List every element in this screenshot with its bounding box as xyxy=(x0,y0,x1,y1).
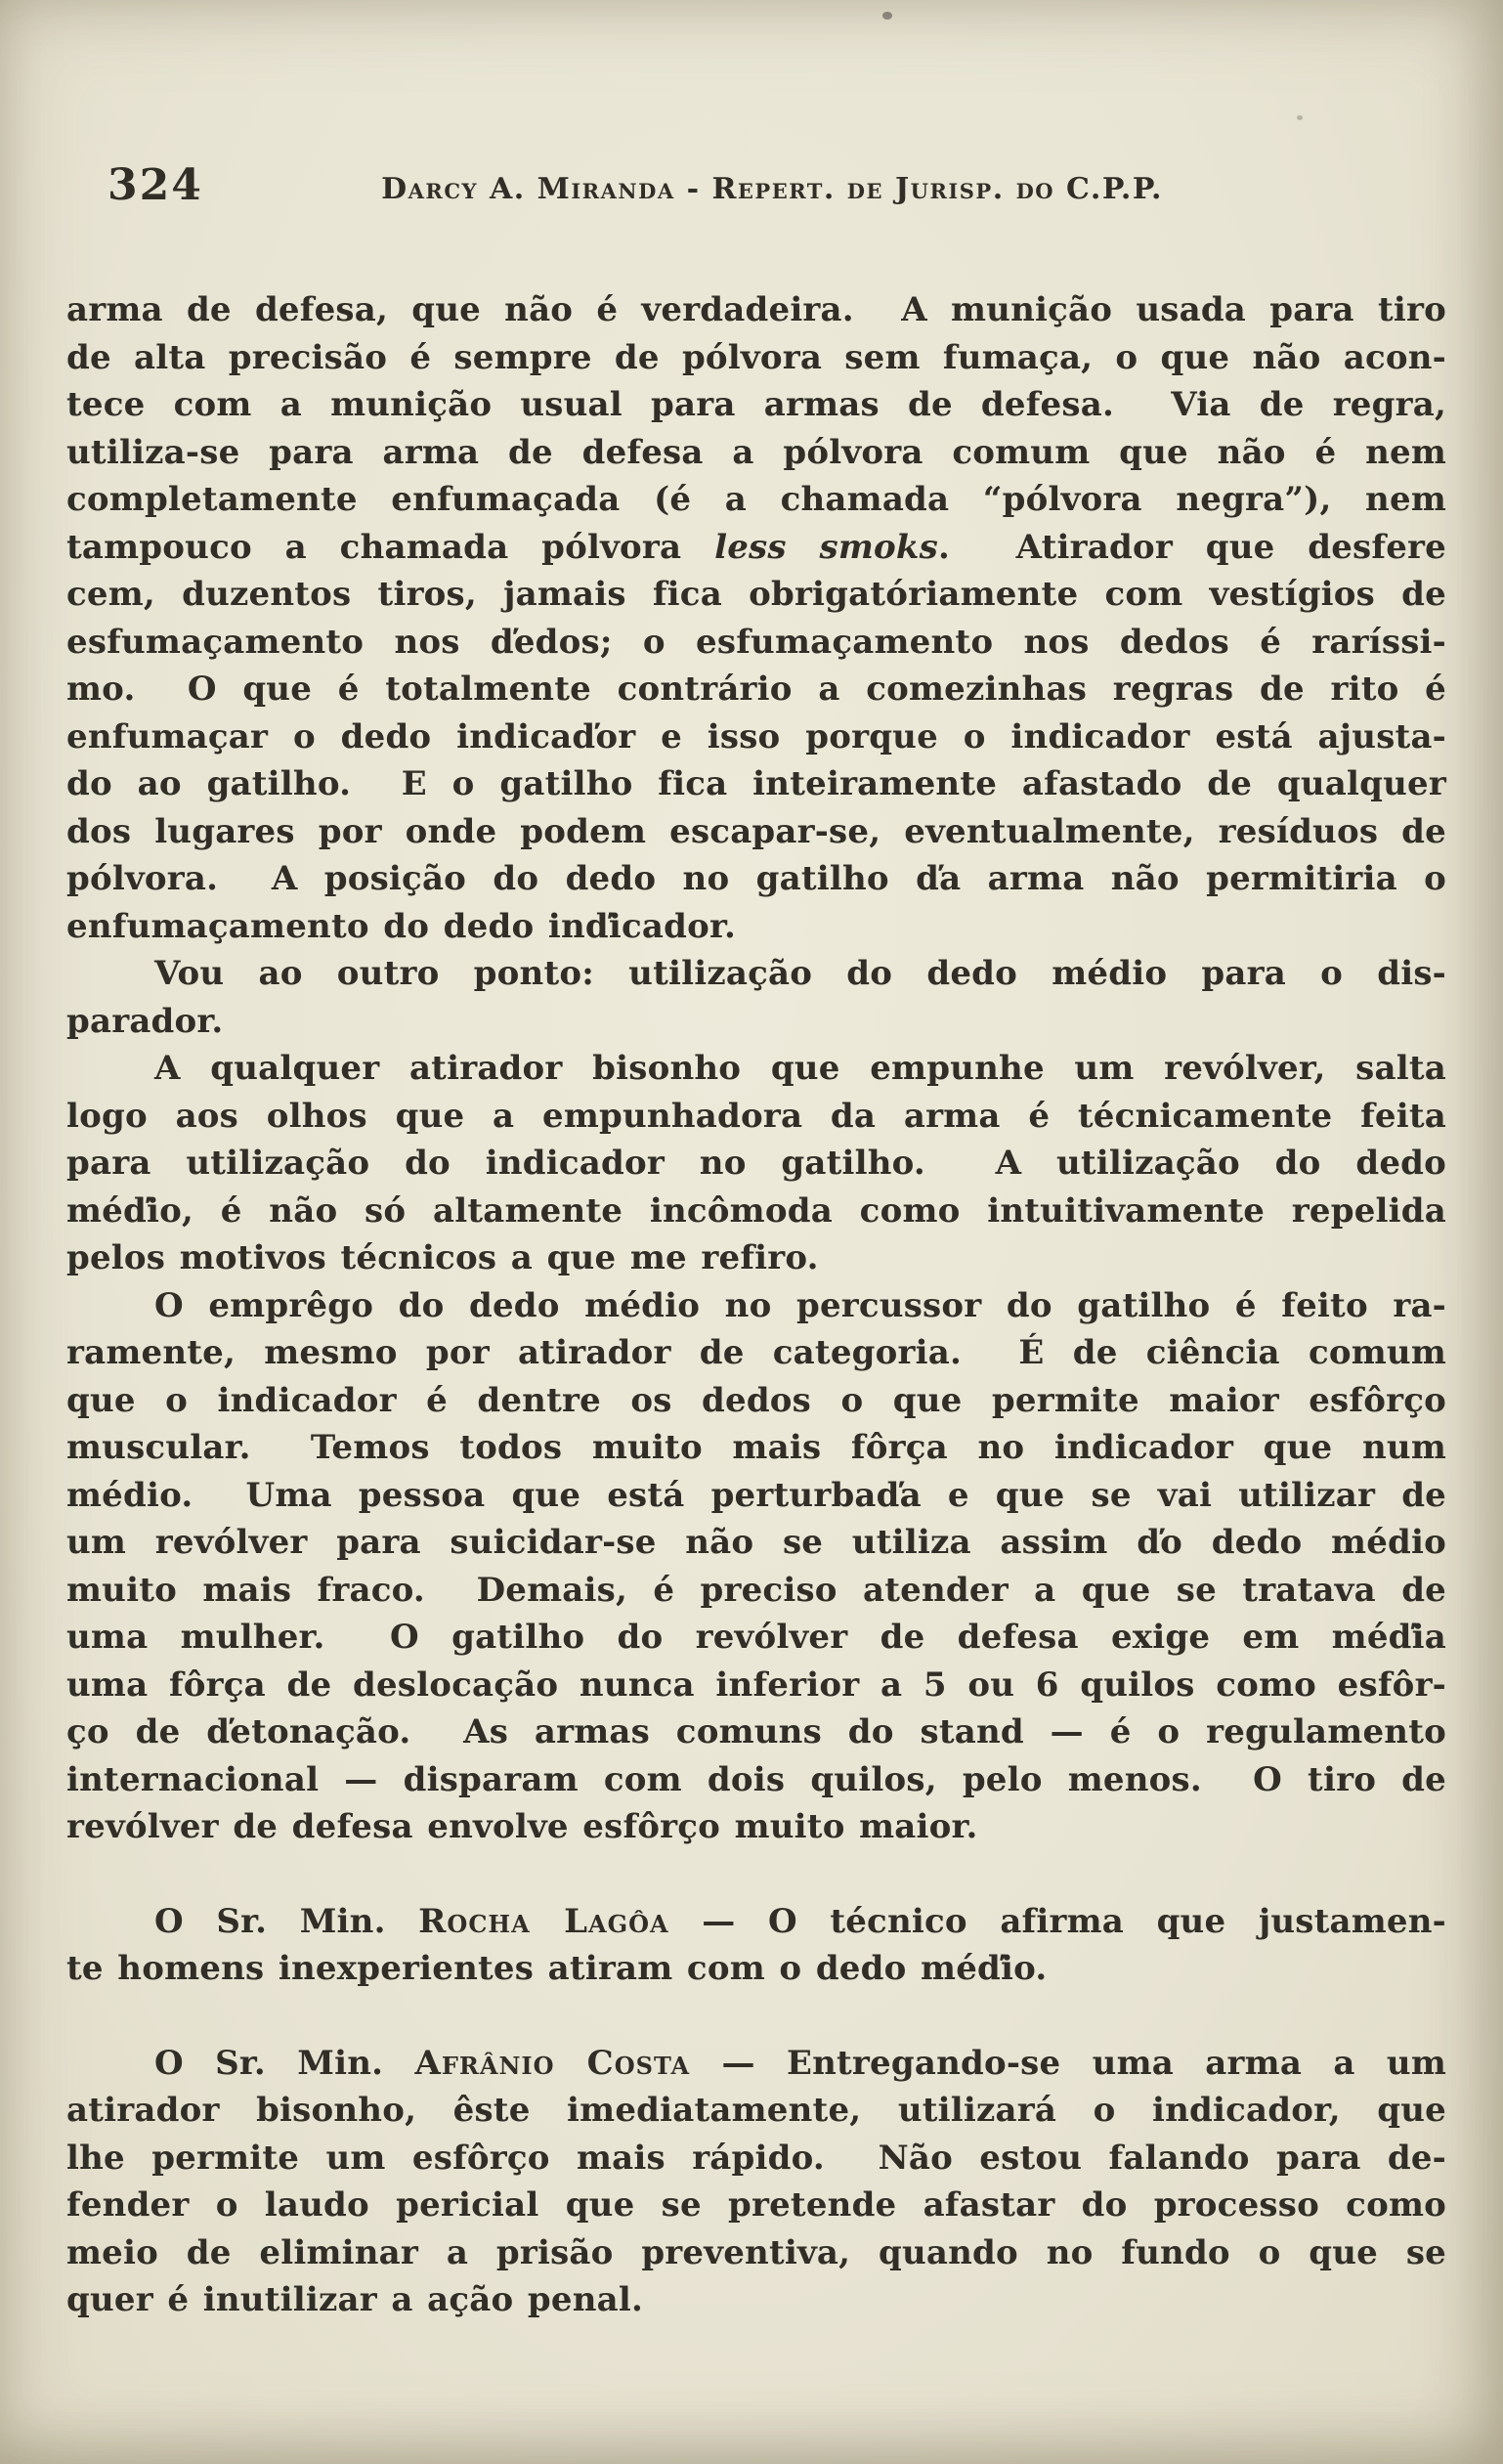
text-line: logo aos olhos que a empunhadora da arma é técnicamente feita xyxy=(66,1096,1446,1136)
text-line: parador. xyxy=(66,1001,224,1041)
text-line: méďio, é não só altamente incômoda como intuitivamente repelida xyxy=(66,1190,1446,1231)
italic-term: less smoks xyxy=(714,527,938,567)
text-segment: . Atirador que desfere xyxy=(938,527,1446,567)
text-line: muscular. Temos todos muito mais fôrça no indicador que num xyxy=(66,1428,1446,1467)
text-line: médio. Uma pessoa que está perturbaďa e que se vai utilizar de xyxy=(66,1475,1446,1515)
text-line: arma de defesa, que não é verdadeira. A munição usada para tiro xyxy=(66,290,1446,329)
text-line: completamente enfumaçada (é a chamada “pólvora negra”), nem xyxy=(66,480,1446,519)
text-segment: O Sr. Min. xyxy=(154,2043,415,2083)
text-line xyxy=(66,524,1446,572)
text-line: lhe permite um esfôrço mais rápido. Não estou falando para de- xyxy=(66,2138,1446,2178)
scan-speck xyxy=(882,12,892,20)
text-line: uma mulher. O gatilho do revólver de defesa exige em méďia xyxy=(66,1618,1446,1657)
running-title: Darcy A. Miranda - Repert. de Jurisp. do C.P.P. xyxy=(381,172,1163,206)
text-segment: — O técnico afirma que justamen- xyxy=(668,1901,1446,1941)
text-line: internacional — disparam com dois quilos, pelo menos. O tiro de xyxy=(66,1759,1446,1799)
text-line: ço de ďetonação. As armas comuns do stand — é o regulamento xyxy=(66,1712,1446,1751)
text-line: pólvora. A posição do dedo no gatilho ďa arma não permitiria o xyxy=(66,859,1446,898)
text-line: A qualquer atirador bisonho que empunhe um revólver, salta xyxy=(154,1049,1446,1088)
text-line: de alta precisão é sempre de pólvora sem fumaça, o que não acon- xyxy=(66,337,1446,377)
body-text xyxy=(66,286,1446,2324)
text-line: um revólver para suicidar-se não se utiliza assim ďo dedo médio xyxy=(66,1523,1446,1562)
text-line: uma fôrça de deslocação nunca inferior a 5 ou 6 quilos como esfôr- xyxy=(66,1664,1446,1705)
text-line: dos lugares por onde podem escapar-se, eventualmente, resíduos de xyxy=(66,811,1446,851)
text-segment: — Entregando-se uma arma a um xyxy=(690,2043,1447,2083)
text-line: esfumaçamento nos ďedos; o esfumaçamento nos dedos é raríssi- xyxy=(66,622,1446,662)
text-line: fender o laudo pericial que se pretende afastar do processo como xyxy=(66,2185,1446,2225)
text-line: tece com a munição usual para armas de defesa. Via de regra, xyxy=(66,385,1446,424)
text-line xyxy=(66,1898,1446,1946)
text-line: revólver de defesa envolve esfôrço muito maior. xyxy=(66,1807,978,1846)
text-line: para utilização do indicador no gatilho. A utilização do dedo xyxy=(66,1144,1446,1183)
text-line: enfumaçamento do dedo inďicador. xyxy=(66,906,737,946)
text-line: pelos motivos técnicos a que me refiro. xyxy=(66,1238,819,1277)
text-line: que o indicador é dentre os dedos o que permite maior esfôrço xyxy=(66,1380,1446,1420)
text-line: Vou ao outro ponto: utilização do dedo médio para o dis- xyxy=(154,954,1446,993)
text-segment: tampouco a chamada pólvora xyxy=(66,527,715,567)
text-line: muito mais fraco. Demais, é preciso atender a que se tratava de xyxy=(66,1570,1446,1610)
text-line: atirador bisonho, êste imediatamente, utilizará o indicador, que xyxy=(66,2091,1446,2130)
text-segment: O Sr. Min. xyxy=(154,1901,419,1941)
text-line: do ao gatilho. E o gatilho fica inteiramente afastado de qualquer xyxy=(66,764,1446,803)
page-number: 324 xyxy=(107,160,203,210)
text-line: ramente, mesmo por atirador de categoria. É de ciência comum xyxy=(66,1333,1446,1372)
scan-speck xyxy=(1297,115,1303,120)
text-line: quer é inutilizar a ação penal. xyxy=(66,2280,643,2319)
text-line: utiliza-se para arma de defesa a pólvora comum que não é nem xyxy=(66,432,1446,472)
text-line: cem, duzentos tiros, jamais fica obrigatóriamente com vestígios de xyxy=(66,575,1446,614)
text-line: meio de eliminar a prisão preventiva, quando no fundo o que se xyxy=(66,2232,1446,2272)
text-line: mo. O que é totalmente contrário a comezinhas regras de rito é xyxy=(66,670,1446,709)
speaker-name: Afrânio Costa xyxy=(414,2043,691,2083)
text-line xyxy=(66,2040,1446,2088)
text-line: te homens inexperientes atiram com o dedo méďio. xyxy=(66,1949,1048,1988)
text-line: O emprêgo do dedo médio no percussor do gatilho é feito ra- xyxy=(154,1285,1446,1325)
text-line: enfumaçar o dedo indicaďor e isso porque o indicador está ajusta- xyxy=(66,716,1446,756)
speaker-name: Rocha Lagôa xyxy=(418,1901,669,1941)
